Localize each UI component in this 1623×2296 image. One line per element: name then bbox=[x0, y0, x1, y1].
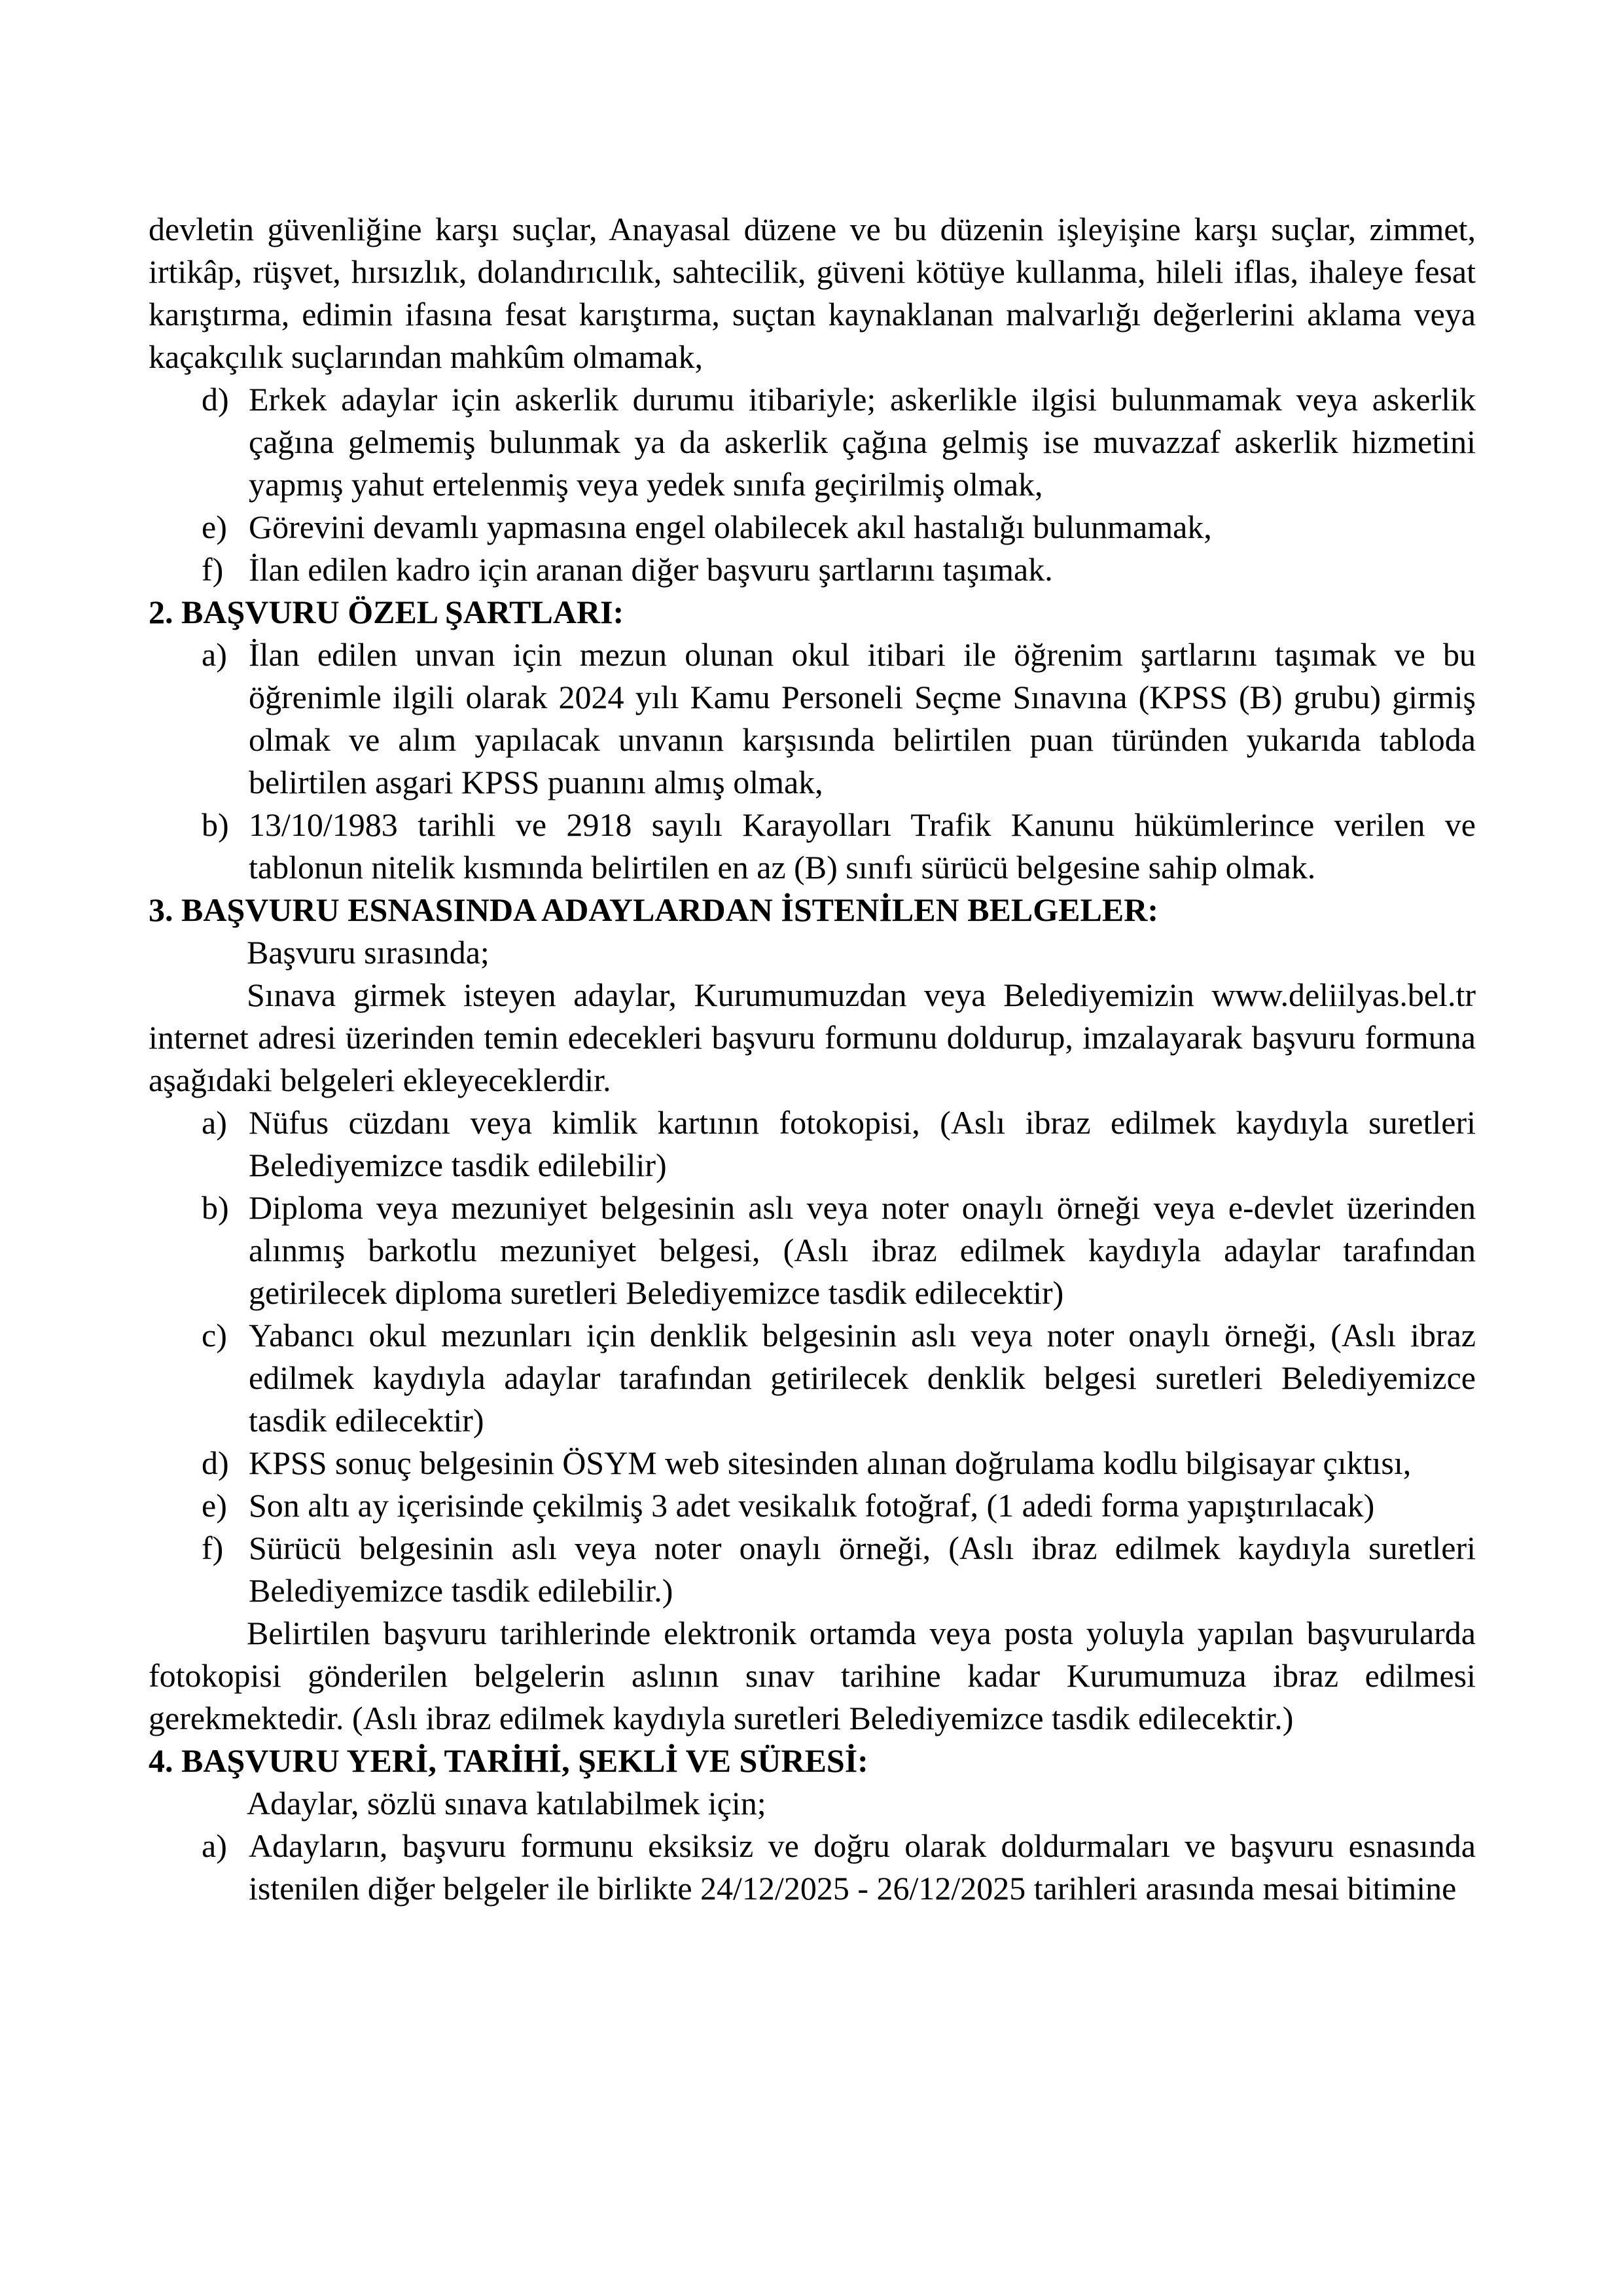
list-item-general-e bbox=[202, 506, 1476, 548]
section-4-heading: 4. BAŞVURU YERİ, TARİHİ, ŞEKLİ VE SÜRESİ: bbox=[149, 1742, 868, 1779]
section-3-closing-paragraph: Belirtilen başvuru tarihlerinde elektronik ortamda veya posta yoluyla yapılan başvurularda fotokopisi gönderilen belgelerin aslının sınav tarihine kadar Kurumumuza ibraz edilmesi gerekmektedir. (Aslı ibraz edilmek kaydıyla suretleri Belediyemizce tasdik edilecektir.) bbox=[149, 1615, 1476, 1736]
list-item-general-f bbox=[202, 548, 1476, 591]
list-item-text: KPSS sonuç belgesinin ÖSYM web sitesinden alınan doğrulama kodlu bilgisayar çıktısı, bbox=[249, 1444, 1412, 1481]
section-3-intro-paragraph: Sınava girmek isteyen adaylar, Kurumumuzdan veya Belediyemizin www.deliilyas.bel.tr internet adresi üzerinden temin edecekleri başvuru formunu doldurup, imzalayarak başvuru formuna aşağıdaki belgeleri ekleyeceklerdir. bbox=[149, 977, 1476, 1098]
list-item-s3-d bbox=[202, 1442, 1476, 1484]
list-item-text: Erkek adaylar için askerlik durumu itibariyle; askerlikle ilgisi bulunmamak veya askerlik çağına gelmemiş bulunmak ya da askerlik çağına gelmiş ise muvazzaf askerlik hizmetini yapmış yahut ertelenmiş veya yedek sınıfa geçirilmiş olmak, bbox=[249, 381, 1476, 503]
list-item-s3-f bbox=[202, 1527, 1476, 1612]
list-item-text: Adayların, başvuru formunu eksiksiz ve doğru olarak doldurmaları ve başvuru esnasında istenilen diğer belgeler ile birlikte 24/12/2025 - 26/12/2025 tarihleri arasında mesai bitimine bbox=[249, 1827, 1476, 1907]
list-marker: a) bbox=[202, 636, 227, 673]
list-marker: b) bbox=[202, 1189, 229, 1226]
list-marker: f) bbox=[202, 1530, 224, 1566]
list-item-s3-b bbox=[202, 1187, 1476, 1314]
list-marker: d) bbox=[202, 1444, 229, 1481]
continuation-paragraph: devletin güvenliğine karşı suçlar, Anayasal düzene ve bu düzenin işleyişine karşı suçlar, zimmet, irtikâp, rüşvet, hırsızlık, dolandırıcılık, sahtecilik, güveni kötüye kullanma, hileli iflas, ihaleye fesat karıştırma, edimin ifasına fesat karıştırma, suçtan kaynaklanan malvarlığı değerlerini aklama veya kaçakçılık suçlarından mahkûm olmamak, bbox=[149, 211, 1476, 375]
section-3-intro-line: Başvuru sırasında; bbox=[247, 934, 490, 971]
list-item-text: Sürücü belgesinin aslı veya noter onaylı örneği, (Aslı ibraz edilmek kaydıyla suretleri Belediyemizce tasdik edilebilir.) bbox=[249, 1530, 1476, 1609]
list-item-text: 13/10/1983 tarihli ve 2918 sayılı Karayolları Trafik Kanunu hükümlerince verilen ve tablonun nitelik kısmında belirtilen en az (B) sınıfı sürücü belgesine sahip olmak. bbox=[249, 806, 1476, 886]
list-item-s2-b bbox=[202, 804, 1476, 889]
list-item-s3-e bbox=[202, 1484, 1476, 1527]
document-body bbox=[149, 208, 1476, 1910]
list-item-s2-a bbox=[202, 634, 1476, 804]
section-2-heading: 2. BAŞVURU ÖZEL ŞARTLARI: bbox=[149, 594, 624, 630]
list-item-s4-a bbox=[202, 1825, 1476, 1910]
list-marker: e) bbox=[202, 1487, 227, 1524]
list-marker: a) bbox=[202, 1827, 227, 1864]
list-marker: b) bbox=[202, 806, 229, 843]
list-item-text: Son altı ay içerisinde çekilmiş 3 adet vesikalık fotoğraf, (1 adedi forma yapıştırılacak) bbox=[249, 1487, 1375, 1524]
list-marker: e) bbox=[202, 509, 227, 545]
list-item-s3-c bbox=[202, 1314, 1476, 1442]
list-marker: a) bbox=[202, 1104, 227, 1141]
section-3-heading: 3. BAŞVURU ESNASINDA ADAYLARDAN İSTENİLEN BELGELER: bbox=[149, 891, 1158, 928]
list-item-text: İlan edilen unvan için mezun olunan okul itibari ile öğrenim şartlarını taşımak ve bu öğrenimle ilgili olarak 2024 yılı Kamu Personeli Seçme Sınavına (KPSS (B) grubu) girmiş olmak ve alım yapılacak unvanın karşısında belirtilen puan türünden yukarıda tabloda belirtilen asgari KPSS puanını almış olmak, bbox=[249, 636, 1476, 800]
list-item-s3-a bbox=[202, 1102, 1476, 1187]
list-marker: c) bbox=[202, 1317, 227, 1354]
list-marker: d) bbox=[202, 381, 229, 418]
list-item-text: Görevini devamlı yapmasına engel olabilecek akıl hastalığı bulunmamak, bbox=[249, 509, 1212, 545]
list-item-text: Nüfus cüzdanı veya kimlik kartının fotokopisi, (Aslı ibraz edilmek kaydıyla suretleri Belediyemizce tasdik edilebilir) bbox=[249, 1104, 1476, 1183]
list-item-text: İlan edilen kadro için aranan diğer başvuru şartlarını taşımak. bbox=[249, 551, 1053, 588]
list-item-text: Yabancı okul mezunları için denklik belgesinin aslı veya noter onaylı örneği, (Aslı ibraz edilmek kaydıyla adaylar tarafından getirilecek denklik belgesi suretleri Belediyemizce tasdik edilecektir) bbox=[249, 1317, 1476, 1439]
list-marker: f) bbox=[202, 551, 224, 588]
list-item-general-d bbox=[202, 378, 1476, 506]
list-item-text: Diploma veya mezuniyet belgesinin aslı veya noter onaylı örneği veya e-devlet üzerinden alınmış barkotlu mezuniyet belgesi, (Aslı ibraz edilmek kaydıyla adaylar tarafından getirilecek diploma suretleri Belediyemizce tasdik edilecektir) bbox=[249, 1189, 1476, 1311]
section-4-intro-line: Adaylar, sözlü sınava katılabilmek için; bbox=[247, 1785, 766, 1821]
